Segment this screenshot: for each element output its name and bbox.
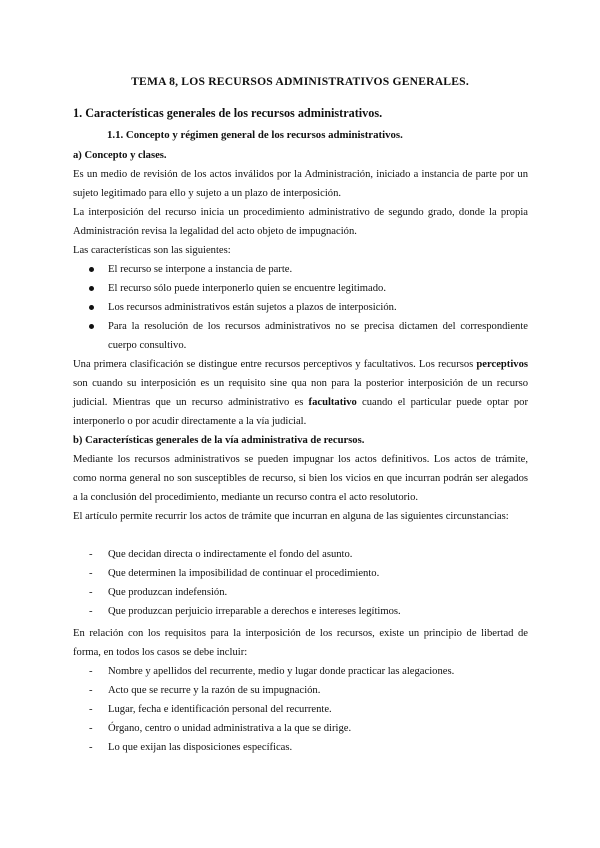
- paragraph-requisitos: En relación con los requisitos para la interposición de los recursos, existe un principio de libertad de forma, en todos los casos se debe incluir:: [73, 628, 528, 658]
- list-item: [0, 602, 600, 621]
- list-item-text: Lo que exijan las disposiciones específicas.: [108, 742, 293, 753]
- list-item: [0, 738, 600, 757]
- characteristics-list: [0, 260, 600, 355]
- heading-concepto-clases: a) Concepto y clases.: [73, 150, 167, 161]
- list-item-text: Que produzcan perjuicio irreparable a derechos e intereses legítimos.: [108, 606, 401, 617]
- list-item-text: El recurso sólo puede interponerlo quien se encuentre legitimado.: [108, 283, 386, 294]
- list-item-text: Que determinen la imposibilidad de continuar el procedimiento.: [108, 568, 380, 579]
- document-title: TEMA 8, LOS RECURSOS ADMINISTRATIVOS GENERALES.: [131, 75, 469, 88]
- list-item-text: El recurso se interpone a instancia de parte.: [108, 264, 293, 275]
- text-run: Una primera clasificación se distingue entre recursos perceptivos y facultativos. Los recursos: [73, 359, 477, 370]
- list-item: [0, 298, 600, 317]
- term-perceptivos: perceptivos: [476, 359, 528, 370]
- list-item-text: Órgano, centro o unidad administrativa a la que se dirige.: [108, 723, 352, 734]
- subsection-heading: 1.1. Concepto y régimen general de los recursos administrativos.: [107, 129, 403, 141]
- paragraph-interposicion: La interposición del recurso inicia un procedimiento administrativo de segundo grado, donde la propia Administración revisa la legalidad del acto objeto de impugnación.: [73, 207, 528, 237]
- list-item-text: Lugar, fecha e identificación personal del recurrente.: [108, 704, 332, 715]
- circumstances-list: [0, 545, 600, 621]
- list-item: [0, 700, 600, 719]
- term-facultativo: facultativo: [308, 397, 357, 408]
- list-item-text: Nombre y apellidos del recurrente, medio y lugar donde practicar las alegaciones.: [108, 666, 455, 677]
- list-item: [0, 662, 600, 681]
- list-item-text: Que decidan directa o indirectamente el fondo del asunto.: [108, 549, 353, 560]
- paragraph-clasificacion: [73, 355, 528, 431]
- list-item: [0, 545, 600, 564]
- paragraph-articulo: El artículo permite recurrir los actos de trámite que incurran en alguna de las siguientes circunstancias:: [73, 511, 509, 522]
- list-item: [0, 260, 600, 279]
- list-item: [0, 564, 600, 583]
- list-item-text: Acto que se recurre y la razón de su impugnación.: [108, 685, 321, 696]
- text-run: son cuando su interposición es un requisito sine qua non para la posterior interposición de un recurso judicial. Mientras que un recurso administrativo es: [73, 378, 528, 408]
- list-item-text: Que produzcan indefensión.: [108, 587, 228, 598]
- list-item: [0, 279, 600, 298]
- section-heading: 1. Características generales de los recursos administrativos.: [73, 106, 383, 120]
- list-item: [0, 317, 600, 355]
- heading-via-administrativa: b) Características generales de la vía administrativa de recursos.: [73, 435, 365, 446]
- paragraph-actos-definitivos: Mediante los recursos administrativos se pueden impugnar los actos definitivos. Los actos de trámite, como norma general no son susceptibles de recurso, si bien los vicios en que incurran podrán ser alegados a la conclusión del procedimiento, mediante un recurso contra el acto resolutorio.: [73, 454, 528, 503]
- text-run: cuando el particular puede optar por interponerlo o por acudir directamente a la vía judicial.: [73, 397, 528, 427]
- list-item-text: Los recursos administrativos están sujetos a plazos de interposición.: [108, 302, 397, 313]
- list-item: [0, 719, 600, 738]
- paragraph-definition: Es un medio de revisión de los actos inválidos por la Administración, iniciado a instancia de parte por un sujeto legitimado para ello y sujeto a un plazo de interposición.: [73, 169, 528, 199]
- requirements-list: [0, 662, 600, 757]
- list-item: [0, 681, 600, 700]
- list-item: [0, 583, 600, 602]
- paragraph-caracteristicas-intro: Las características son las siguientes:: [73, 245, 231, 256]
- list-item-text: Para la resolución de los recursos administrativos no se precisa dictamen del correspondiente cuerpo consultivo.: [108, 321, 528, 351]
